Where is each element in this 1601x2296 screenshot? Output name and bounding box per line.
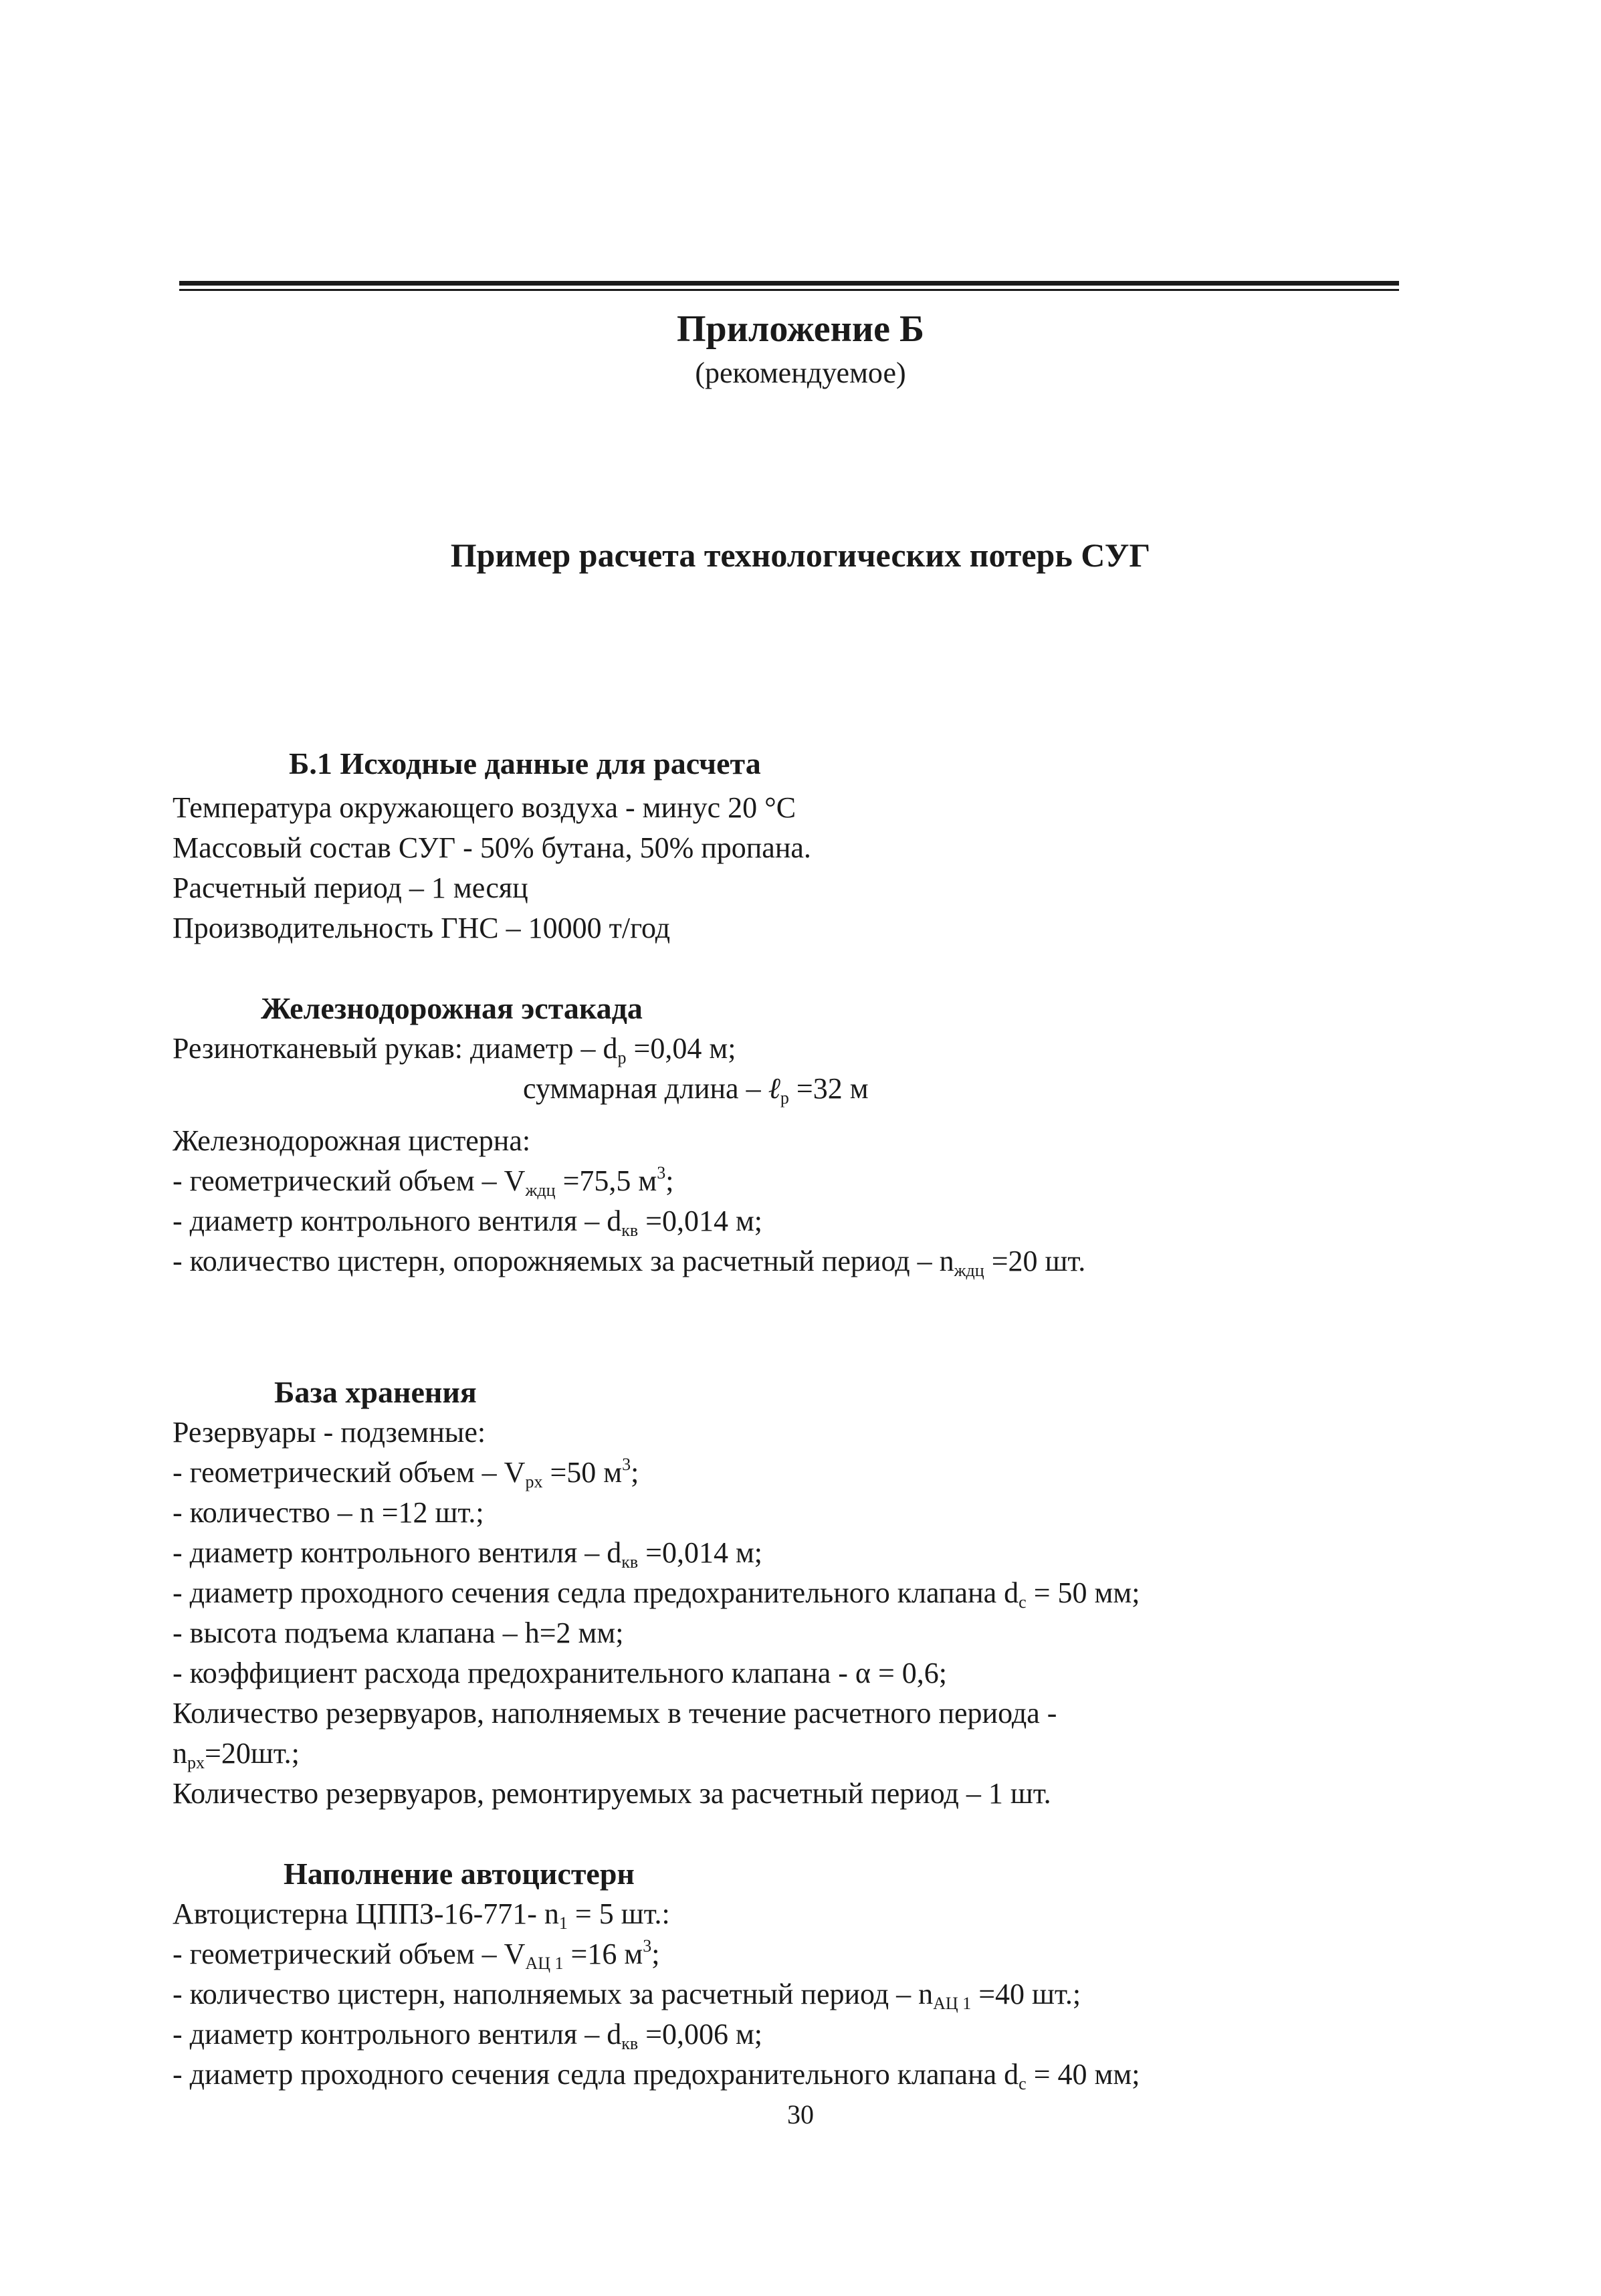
rail-hose-diameter: Резинотканевый рукав: диаметр – $d_р =0,04$ м;	[173, 1032, 736, 1067]
storage-repair: Количество резервуаров, ремонтируемых за расчетный период – 1 шт.	[173, 1777, 1051, 1810]
storage-coefficient: - коэффициент расхода предохранительного клапана - α = 0,6;	[173, 1657, 947, 1689]
storage-title: База хранения	[274, 1375, 477, 1409]
rail-title: Железнодорожная эстакада	[261, 991, 643, 1025]
b1-line-period: Расчетный период – 1 месяц	[173, 871, 528, 904]
storage-valve-lift: - высота подъема клапана – h=2 мм;	[173, 1616, 624, 1649]
example-heading: Пример расчета технологических потерь СУГ	[450, 536, 1151, 574]
rail-tank-volume: - геометрический объем – $V_{ждц} =75,5$ $м^3$;	[173, 1163, 674, 1200]
storage-filled-value: $n_{рх}=20шт$.;	[173, 1737, 300, 1772]
appendix-subtitle: (рекомендуемое)	[695, 356, 906, 389]
section-b1-title: Б.1 Исходные данные для расчета	[289, 746, 761, 780]
b1-line-temperature: Температура окружающего воздуха - минус 20 °С	[173, 791, 796, 824]
b1-line-capacity: Производительность ГНС – 10000 т/год	[173, 912, 671, 944]
auto-tank-model: Автоцистерна ЦППЗ-16-771- $n_1 = 5$ шт.:	[173, 1897, 670, 1933]
storage-seat-diameter: - диаметр проходного сечения седла предохранительного клапана $d_с = 50$ мм;	[173, 1576, 1140, 1612]
rail-tank-count: - количество цистерн, опорожняемых за расчетный период – $n_{ждц} =20$ шт.	[173, 1245, 1086, 1280]
header-rule-thick	[179, 281, 1399, 286]
page-number: 30	[787, 2099, 814, 2129]
header-rule-thin	[179, 289, 1399, 291]
storage-volume: - геометрический объем – $V_{рх} =50$ $м^3$;	[173, 1455, 639, 1491]
auto-count: - количество цистерн, наполняемых за расчетный период – $n_{АЦ 1} =40$ шт.;	[173, 1978, 1081, 2013]
b1-line-composition: Массовый состав СУГ - 50% бутана, 50% пропана.	[173, 831, 811, 864]
appendix-title: Приложение Б	[676, 308, 925, 350]
rail-hose-length: суммарная длина – ℓ$_р$ =32 м	[523, 1072, 869, 1108]
auto-title: Наполнение автоцистерн	[284, 1857, 635, 1891]
auto-seat-diameter: - диаметр проходного сечения седла предохранительного клапана $d_с = 40$ мм;	[173, 2058, 1140, 2093]
rail-tank-valve: - диаметр контрольного вентиля – $d_{кв} =0,014$ м;	[173, 1205, 763, 1240]
rail-tank-title: Железнодорожная цистерна:	[173, 1124, 531, 1157]
storage-filled-count: Количество резервуаров, наполняемых в течение расчетного периода -	[173, 1697, 1057, 1730]
storage-reservoirs: Резервуары - подземные:	[173, 1416, 486, 1449]
auto-valve: - диаметр контрольного вентиля – $d_{кв} =0,006$ м;	[173, 2018, 763, 2053]
auto-volume: - геометрический объем – $V_{АЦ 1} =16$ $м^3$;	[173, 1936, 660, 1973]
storage-valve: - диаметр контрольного вентиля – $d_{кв} =0,014$ м;	[173, 1536, 763, 1572]
storage-quantity: - количество – n =12 шт.;	[173, 1496, 484, 1529]
